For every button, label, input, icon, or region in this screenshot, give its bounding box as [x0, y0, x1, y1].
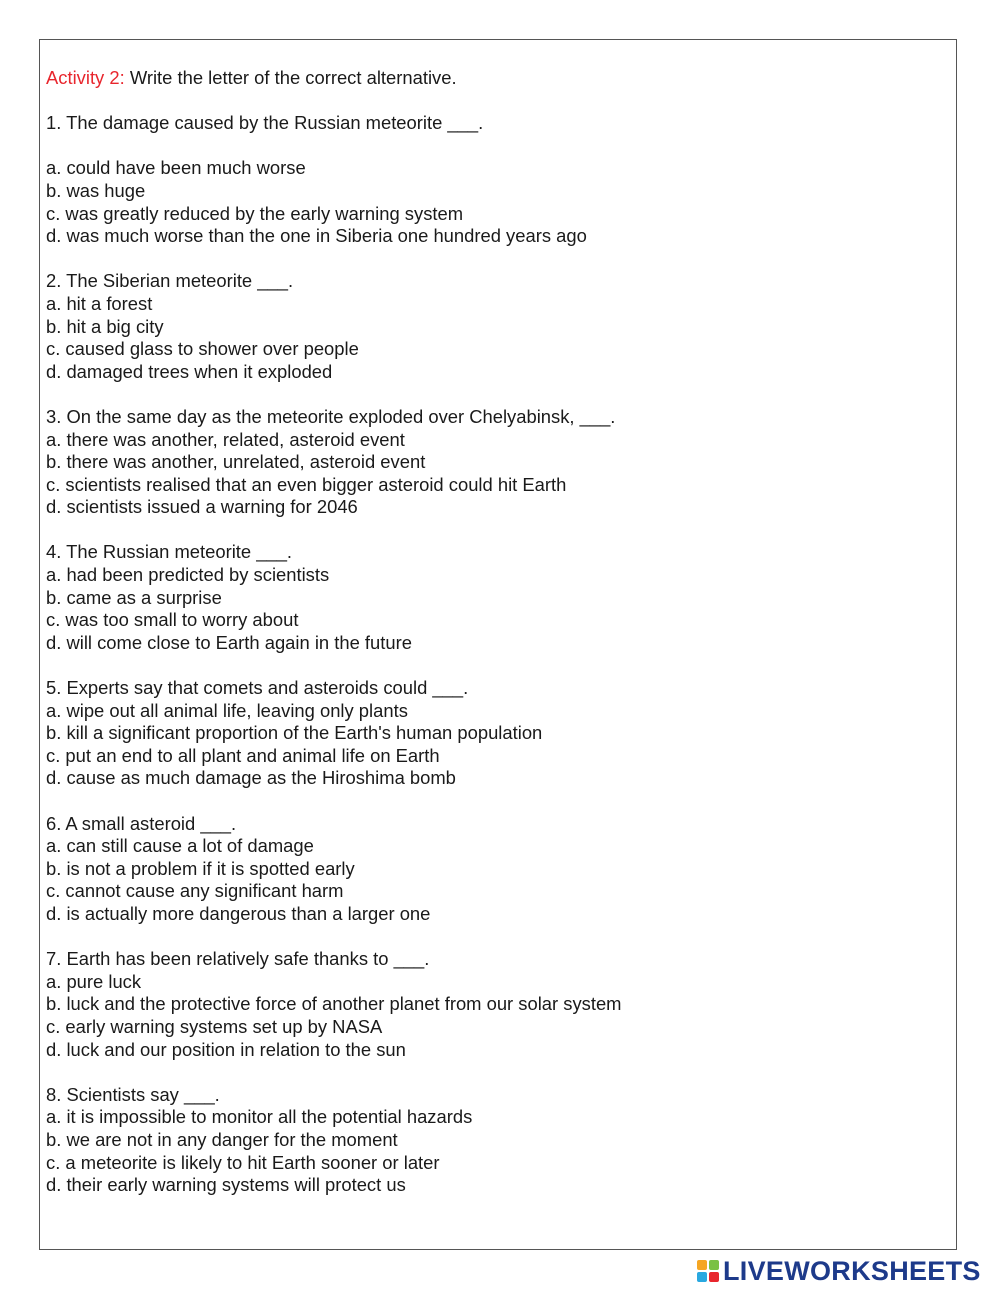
option: d. their early warning systems will protect us	[46, 1174, 406, 1196]
question-stem: 7. Earth has been relatively safe thanks to ___.	[46, 948, 430, 970]
question-stem: 8. Scientists say ___.	[46, 1083, 220, 1105]
question-stem: 4. The Russian meteorite ___.	[46, 541, 293, 563]
option: b. luck and the protective force of another planet from our solar system	[46, 993, 622, 1015]
option: d. was much worse than the one in Siberia one hundred years ago	[46, 225, 587, 247]
option: b. was huge	[46, 179, 146, 201]
option: a. pure luck	[46, 970, 142, 992]
worksheet-content	[46, 67, 946, 1197]
option: c. was too small to worry about	[46, 609, 299, 631]
option: c. was greatly reduced by the early warning system	[46, 202, 464, 224]
option: b. came as a surprise	[46, 586, 222, 608]
option: d. cause as much damage as the Hiroshima bomb	[46, 767, 456, 789]
option: c. scientists realised that an even bigger asteroid could hit Earth	[46, 473, 567, 495]
option: a. hit a forest	[46, 292, 153, 314]
activity-instruction: Write the letter of the correct alternative.	[124, 67, 457, 88]
option: a. had been predicted by scientists	[46, 564, 330, 586]
option: c. a meteorite is likely to hit Earth sooner or later	[46, 1151, 440, 1173]
logo-blocks-icon	[697, 1260, 719, 1282]
logo-block	[709, 1260, 719, 1270]
option: a. wipe out all animal life, leaving only plants	[46, 699, 408, 721]
activity-label: Activity 2:	[46, 67, 125, 88]
option: d. luck and our position in relation to the sun	[46, 1038, 406, 1060]
logo-text: LIVEWORKSHEETS	[723, 1255, 981, 1286]
liveworksheets-logo[interactable]	[697, 1256, 981, 1286]
option: d. will come close to Earth again in the future	[46, 631, 412, 653]
question-stem: 6. A small asteroid ___.	[46, 812, 237, 834]
option: c. early warning systems set up by NASA	[46, 1015, 383, 1037]
option: d. is actually more dangerous than a larger one	[46, 902, 431, 924]
option: b. we are not in any danger for the moment	[46, 1128, 398, 1150]
option: c. caused glass to shower over people	[46, 338, 359, 360]
logo-block	[709, 1272, 719, 1282]
logo-block	[697, 1272, 707, 1282]
option: b. hit a big city	[46, 315, 164, 337]
option: d. damaged trees when it exploded	[46, 360, 333, 382]
activity-heading	[46, 67, 946, 90]
question-stem: 5. Experts say that comets and asteroids could ___.	[46, 677, 469, 699]
question-stem: 2. The Siberian meteorite ___.	[46, 270, 294, 292]
option: b. is not a problem if it is spotted early	[46, 857, 355, 879]
option: b. there was another, unrelated, asteroid event	[46, 451, 426, 473]
option: c. put an end to all plant and animal life on Earth	[46, 744, 440, 766]
option: b. kill a significant proportion of the Earth's human population	[46, 722, 543, 744]
option: a. can still cause a lot of damage	[46, 835, 314, 857]
option: d. scientists issued a warning for 2046	[46, 496, 358, 518]
option: a. it is impossible to monitor all the potential hazards	[46, 1106, 473, 1128]
question-stem: 1. The damage caused by the Russian meteorite ___.	[46, 112, 484, 134]
option: a. could have been much worse	[46, 157, 306, 179]
option: a. there was another, related, asteroid event	[46, 428, 405, 450]
logo-block	[697, 1260, 707, 1270]
option: c. cannot cause any significant harm	[46, 880, 344, 902]
question-stem: 3. On the same day as the meteorite exploded over Chelyabinsk, ___.	[46, 405, 616, 427]
